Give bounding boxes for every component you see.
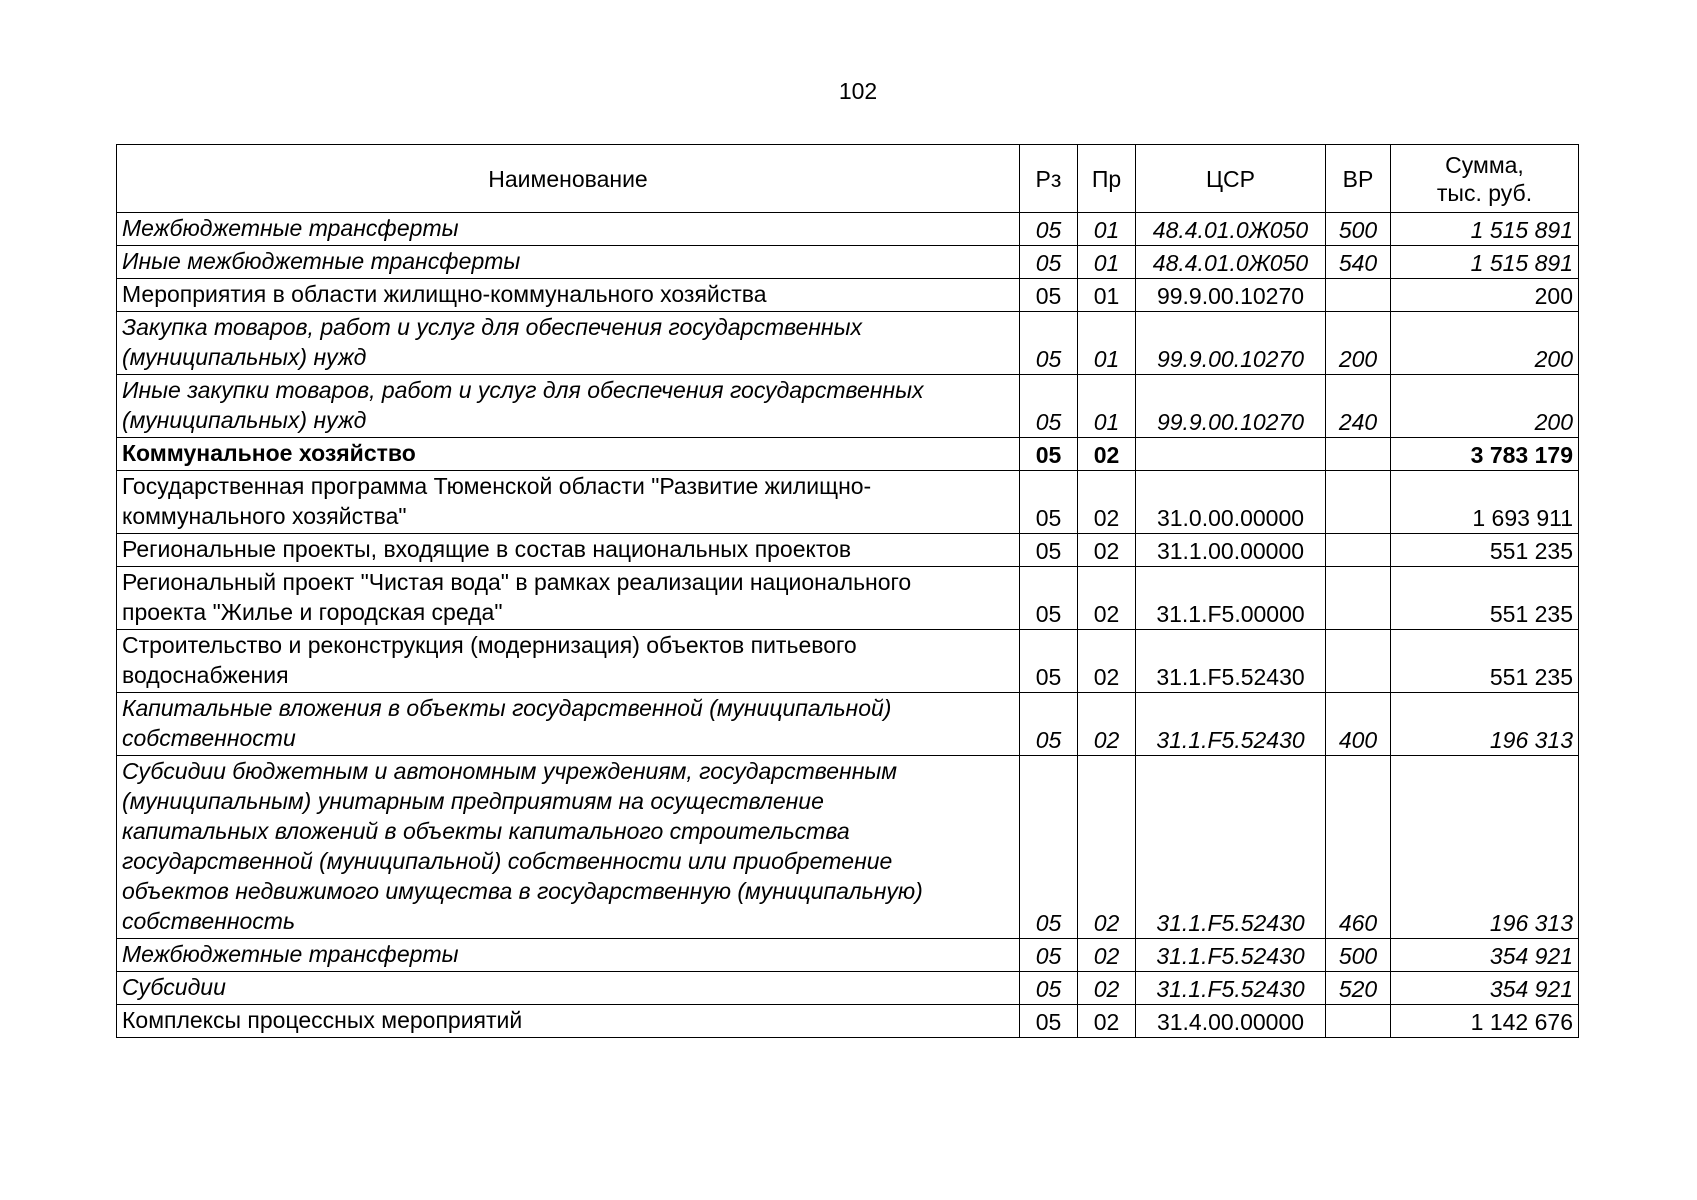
cell-vr: 240 [1326,375,1391,438]
cell-csr: 48.4.01.0Ж050 [1136,213,1326,246]
cell-name-line: (муниципальных) нужд [122,407,367,433]
cell-name-line: объектов недвижимого имущества в государственную (муниципальную) [122,878,923,904]
header-sum-line1: Сумма, [1445,152,1524,178]
cell-sum: 1 515 891 [1391,246,1579,279]
cell-pr: 01 [1078,279,1136,312]
cell-name-line: Иные закупки товаров, работ и услуг для обеспечения государственных [122,377,924,403]
cell-name-line: (муниципальных) нужд [122,344,367,370]
cell-vr [1326,471,1391,534]
cell-name-line: Межбюджетные трансферты [122,941,459,967]
cell-rz: 05 [1020,939,1078,972]
cell-name-line: Субсидии [122,974,226,1000]
cell-rz: 05 [1020,630,1078,693]
cell-sum: 1 693 911 [1391,471,1579,534]
table-header-row [117,145,1579,213]
cell-csr: 31.1.F5.52430 [1136,693,1326,756]
cell-csr: 31.0.00.00000 [1136,471,1326,534]
cell-vr: 500 [1326,939,1391,972]
cell-csr: 31.4.00.00000 [1136,1005,1326,1038]
cell-rz: 05 [1020,375,1078,438]
cell-csr: 48.4.01.0Ж050 [1136,246,1326,279]
cell-name-line: Региональные проекты, входящие в состав национальных проектов [122,536,852,562]
cell-pr: 01 [1078,312,1136,375]
cell-vr: 520 [1326,972,1391,1005]
cell-vr [1326,567,1391,630]
table-row [117,567,1579,630]
cell-name-line: водоснабжения [122,662,289,688]
cell-rz: 05 [1020,312,1078,375]
cell-rz: 05 [1020,693,1078,756]
cell-sum: 551 235 [1391,534,1579,567]
cell-name [117,534,1020,567]
cell-name-line: Субсидии бюджетным и автономным учреждениям, государственным [122,758,898,784]
cell-rz: 05 [1020,471,1078,534]
header-sum [1391,145,1579,213]
cell-name-line: проекта "Жилье и городская среда" [122,599,503,625]
cell-sum: 200 [1391,375,1579,438]
cell-name-line: Строительство и реконструкция (модернизация) объектов питьевого [122,632,857,658]
cell-pr: 01 [1078,246,1136,279]
cell-csr: 31.1.F5.52430 [1136,630,1326,693]
cell-rz: 05 [1020,246,1078,279]
cell-csr: 99.9.00.10270 [1136,375,1326,438]
cell-sum: 354 921 [1391,939,1579,972]
table-row [117,246,1579,279]
cell-name [117,312,1020,375]
cell-sum: 196 313 [1391,756,1579,939]
cell-pr: 02 [1078,534,1136,567]
cell-name-line: Коммунальное хозяйство [122,440,416,466]
cell-vr: 200 [1326,312,1391,375]
cell-vr: 400 [1326,693,1391,756]
cell-pr: 02 [1078,471,1136,534]
table-row [117,471,1579,534]
cell-rz: 05 [1020,213,1078,246]
table-row [117,438,1579,471]
cell-rz: 05 [1020,279,1078,312]
cell-name-line: Мероприятия в области жилищно-коммунального хозяйства [122,281,767,307]
header-name: Наименование [117,145,1020,213]
cell-pr: 02 [1078,630,1136,693]
cell-rz: 05 [1020,438,1078,471]
table-row [117,972,1579,1005]
cell-name [117,756,1020,939]
cell-vr: 540 [1326,246,1391,279]
cell-name [117,246,1020,279]
table-row [117,630,1579,693]
cell-name-line: коммунального хозяйства" [122,503,407,529]
cell-vr: 460 [1326,756,1391,939]
cell-csr: 31.1.F5.00000 [1136,567,1326,630]
cell-name-line: Государственная программа Тюменской области "Развитие жилищно- [122,473,872,499]
cell-rz: 05 [1020,567,1078,630]
cell-csr [1136,438,1326,471]
table-row [117,693,1579,756]
cell-sum: 1 515 891 [1391,213,1579,246]
cell-pr: 02 [1078,972,1136,1005]
cell-name [117,567,1020,630]
header-rz: Рз [1020,145,1078,213]
cell-name [117,630,1020,693]
cell-pr: 02 [1078,693,1136,756]
table-row [117,534,1579,567]
cell-name-line: капитальных вложений в объекты капитального строительства [122,818,850,844]
cell-rz: 05 [1020,534,1078,567]
cell-pr: 02 [1078,567,1136,630]
table-body [117,213,1579,1038]
cell-name [117,939,1020,972]
cell-csr: 31.1.F5.52430 [1136,972,1326,1005]
cell-sum: 551 235 [1391,630,1579,693]
cell-name-line: государственной (муниципальной) собственности или приобретение [122,848,893,874]
cell-name [117,438,1020,471]
cell-name-line: Региональный проект "Чистая вода" в рамках реализации национального [122,569,912,595]
cell-sum: 200 [1391,312,1579,375]
cell-vr [1326,1005,1391,1038]
header-sum-line2: тыс. руб. [1436,180,1533,206]
cell-csr: 99.9.00.10270 [1136,312,1326,375]
cell-pr: 01 [1078,213,1136,246]
table-row [117,213,1579,246]
cell-vr [1326,534,1391,567]
header-vr: ВР [1326,145,1391,213]
cell-sum: 200 [1391,279,1579,312]
table-row [117,1005,1579,1038]
table-row [117,375,1579,438]
cell-sum: 196 313 [1391,693,1579,756]
page-number: 102 [838,78,878,104]
cell-sum: 3 783 179 [1391,438,1579,471]
cell-name [117,471,1020,534]
cell-name-line: Закупка товаров, работ и услуг для обеспечения государственных [122,314,863,340]
cell-name [117,693,1020,756]
cell-pr: 01 [1078,375,1136,438]
cell-csr: 31.1.00.00000 [1136,534,1326,567]
cell-name-line: Межбюджетные трансферты [122,215,459,241]
table-row [117,756,1579,939]
cell-vr: 500 [1326,213,1391,246]
cell-csr: 99.9.00.10270 [1136,279,1326,312]
cell-pr: 02 [1078,939,1136,972]
cell-name-line: Комплексы процессных мероприятий [122,1007,523,1033]
cell-name [117,213,1020,246]
cell-name-line: Капитальные вложения в объекты государственной (муниципальной) [122,695,892,721]
cell-name [117,279,1020,312]
cell-vr [1326,630,1391,693]
cell-name [117,375,1020,438]
cell-sum: 551 235 [1391,567,1579,630]
table-row [117,312,1579,375]
cell-sum: 1 142 676 [1391,1005,1579,1038]
cell-sum: 354 921 [1391,972,1579,1005]
cell-pr: 02 [1078,1005,1136,1038]
cell-pr: 02 [1078,438,1136,471]
cell-name-line: собственность [122,908,296,934]
cell-rz: 05 [1020,756,1078,939]
table-row [117,939,1579,972]
cell-rz: 05 [1020,972,1078,1005]
cell-vr [1326,279,1391,312]
cell-name-line: собственности [122,725,296,751]
cell-pr: 02 [1078,756,1136,939]
cell-name [117,972,1020,1005]
cell-csr: 31.1.F5.52430 [1136,756,1326,939]
cell-name [117,1005,1020,1038]
cell-vr [1326,438,1391,471]
cell-name-line: (муниципальным) унитарным предприятиям на осуществление [122,788,824,814]
cell-rz: 05 [1020,1005,1078,1038]
budget-table [116,144,1579,1038]
cell-name-line: Иные межбюджетные трансферты [122,248,521,274]
cell-csr: 31.1.F5.52430 [1136,939,1326,972]
header-pr: Пр [1078,145,1136,213]
table-row [117,279,1579,312]
header-csr: ЦСР [1136,145,1326,213]
